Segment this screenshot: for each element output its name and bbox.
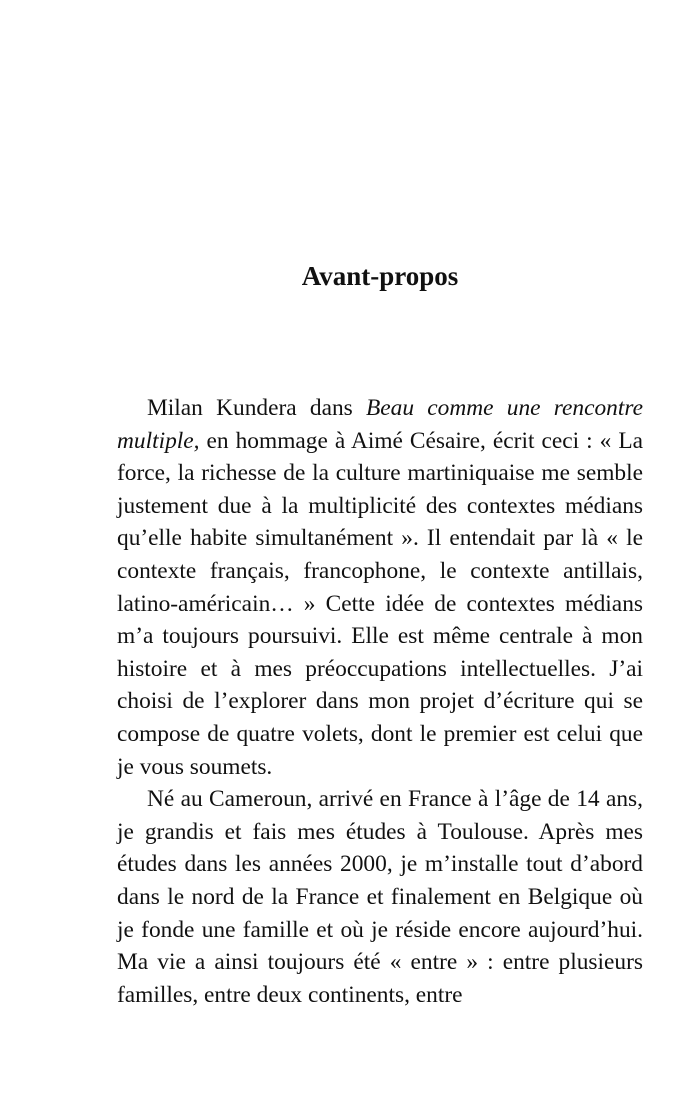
- body-text: [117, 392, 643, 1011]
- paragraph-1-intro: Milan Kundera dans: [147, 395, 366, 421]
- paragraph-1-rest: en hommage à Aimé Césaire, écrit ceci : « La force, la richesse de la culture martiniquaise me semble justement due à la multiplicité des contextes médians qu’elle habite simultanément ». Il entendait par là « le contexte français, francophone, le contexte antillais, latino-américain… » Cette idée de contextes médians m’a toujours poursuivi. Elle est même centrale à mon histoire et à mes préoccupations intellectuelles. J’ai choisi de l’explorer dans mon projet d’écriture qui se compose de quatre volets, dont le premier est celui que je vous soumets.: [117, 427, 643, 780]
- book-title-italic: Beau comme une rencontre multiple,: [117, 395, 643, 454]
- page-title: Avant-propos: [301, 261, 459, 291]
- paragraph-1: [117, 392, 643, 783]
- paragraph-2: Né au Cameroun, arrivé en France à l’âge de 14 ans, je grandis et fais mes études à Toulouse. Après mes études dans les années 2000, je m’installe tout d’abord dans le nord de la France et finalement en Belgique où je fonde une famille et où je réside encore aujourd’hui. Ma vie a ainsi toujours été « entre » : entre plusieurs familles, entre deux continents, entre: [117, 786, 643, 1008]
